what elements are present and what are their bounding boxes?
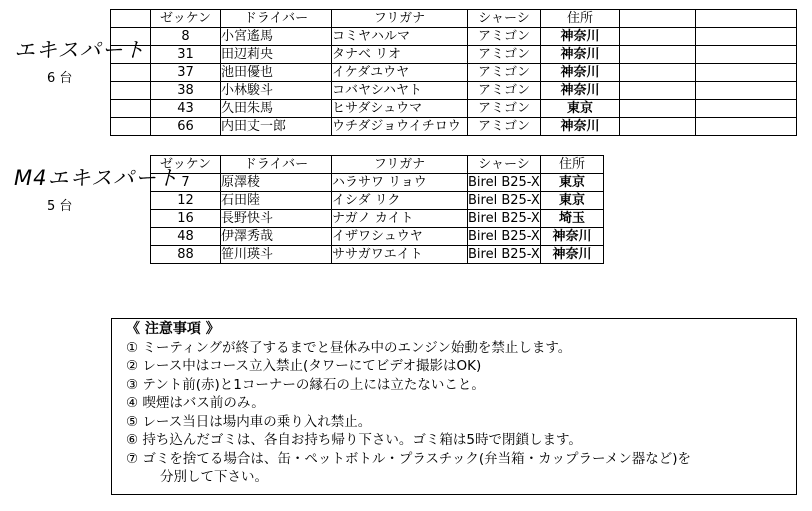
entry-number: 48 [151,228,221,246]
table-row [151,210,604,228]
note-item: ④ 喫煙はバス前のみ。 [126,395,265,411]
note-item: ⑥ 持ち込んだゴミは、各自お持ち帰り下さい。ゴミ箱は5時で閉鎖します。 [126,432,582,448]
entry-number: 38 [151,82,221,100]
entry-chassis: アミゴン [468,82,541,100]
entry-address: 神奈川 [541,82,620,100]
entry-address: 東京 [541,192,604,210]
entry-kana: イシダ リク [332,192,468,210]
table-row [151,192,604,210]
blank-cell [620,82,696,100]
blank-cell [696,82,797,100]
blank-cell [111,118,151,136]
entry-address: 神奈川 [541,28,620,46]
class-title-expert: エキスパート [14,38,146,62]
entry-address: 神奈川 [541,118,620,136]
entry-number: 66 [151,118,221,136]
blank-cell [111,10,151,28]
entry-table-m4-expert [150,155,604,264]
entry-driver: 内田丈一郎 [221,118,332,136]
table-row [111,28,797,46]
blank-cell [696,100,797,118]
header-driver: ドライバー [221,10,332,28]
entry-chassis: アミゴン [468,46,541,64]
entry-kana: コバヤシハヤト [332,82,468,100]
entry-kana: タナベ リオ [332,46,468,64]
entry-address: 神奈川 [541,64,620,82]
entry-number: 43 [151,100,221,118]
entry-driver: 石田陸 [221,192,332,210]
note-item: ③ テント前(赤)と1コーナーの縁石の上には立たないこと。 [126,376,485,393]
entry-number: 12 [151,192,221,210]
table-header-row [151,156,604,174]
blank-cell [696,118,797,136]
header-chassis: シャーシ [468,10,541,28]
entry-chassis: アミゴン [468,28,541,46]
header-driver: ドライバー [221,156,332,174]
blank-cell [696,64,797,82]
entry-address: 神奈川 [541,246,604,264]
entry-kana: ヒサダシュウマ [332,100,468,118]
blank-cell [696,28,797,46]
entry-chassis: アミゴン [468,118,541,136]
entry-address: 東京 [541,174,604,192]
entry-kana: ウチダジョウイチロウ [332,118,468,136]
note-item: ② レース中はコース立入禁止(タワーにてビデオ撮影はOK) [126,358,482,374]
entry-driver: 長野快斗 [221,210,332,228]
header-address: 住所 [541,10,620,28]
entry-number: 37 [151,64,221,82]
table-row [151,246,604,264]
entry-number: 7 [151,174,221,192]
table-row [111,118,797,136]
entry-number: 88 [151,246,221,264]
entry-driver: 久田朱馬 [221,100,332,118]
table-row [111,46,797,64]
header-chassis: シャーシ [468,156,541,174]
note-item: ⑦ ゴミを捨てる場合は、缶・ペットボトル・プラスチック(弁当箱・カップラーメン器など)を [126,450,692,467]
entry-chassis: Birel B25-X [468,193,540,208]
table-row [151,228,604,246]
entry-driver: 伊澤秀哉 [221,228,332,246]
note-item-continuation: 分別して下さい。 [160,469,268,485]
entry-chassis: Birel B25-X [468,175,540,190]
entry-address: 神奈川 [541,46,620,64]
table-header-row [111,10,797,28]
blank-cell [111,82,151,100]
entry-number: 16 [151,210,221,228]
entry-kana: イザワシュウヤ [332,228,468,246]
notes-box [111,318,797,495]
blank-cell [620,100,696,118]
entry-kana: イケダユウヤ [332,64,468,82]
blank-cell [696,10,797,28]
entry-chassis: Birel B25-X [468,211,540,226]
class-count-m4-expert: 5 台 [47,199,73,214]
entry-driver: 笹川瑛斗 [221,246,332,264]
entry-kana: コミヤハルマ [332,28,468,46]
blank-cell [620,118,696,136]
blank-cell [111,28,151,46]
entry-kana: ナガノ カイト [332,210,468,228]
entry-kana: ハラサワ リョウ [332,174,468,192]
blank-cell [111,64,151,82]
entry-chassis: Birel B25-X [468,247,540,262]
entry-driver: 田辺莉央 [221,46,332,64]
header-address: 住所 [541,156,604,174]
blank-cell [620,46,696,64]
header-kana: フリガナ [332,156,468,174]
entry-address: 埼玉 [541,210,604,228]
entry-driver: 池田優也 [221,64,332,82]
entry-address: 東京 [541,100,620,118]
header-kana: フリガナ [332,10,468,28]
entry-driver: 小林駿斗 [221,82,332,100]
entry-kana: ササガワエイト [332,246,468,264]
entry-number: 31 [151,46,221,64]
blank-cell [620,10,696,28]
notes-title: 《 注意事項 》 [126,321,220,337]
table-row [111,64,797,82]
entry-table-expert [110,9,797,136]
blank-cell [111,46,151,64]
entry-address: 神奈川 [541,228,604,246]
entry-driver: 原澤稜 [221,174,332,192]
note-item: ⑤ レース当日は場内車の乗り入れ禁止。 [126,413,372,430]
table-row [151,174,604,192]
blank-cell [111,100,151,118]
class-count-expert: 6 台 [47,71,73,86]
entry-chassis: Birel B25-X [468,229,540,244]
entry-chassis: アミゴン [468,64,541,82]
blank-cell [620,64,696,82]
table-row [111,100,797,118]
class-title-m4-expert: M4エキスパート [14,166,180,190]
entry-driver: 小宮遙馬 [221,28,332,46]
entry-chassis: アミゴン [468,100,541,118]
note-item: ① ミーティングが終了するまでと昼休み中のエンジン始動を禁止します。 [126,339,572,356]
table-row [111,82,797,100]
entry-number: 8 [151,28,221,46]
blank-cell [696,46,797,64]
blank-cell [620,28,696,46]
header-number: ゼッケン [151,10,221,28]
header-number: ゼッケン [151,156,221,174]
